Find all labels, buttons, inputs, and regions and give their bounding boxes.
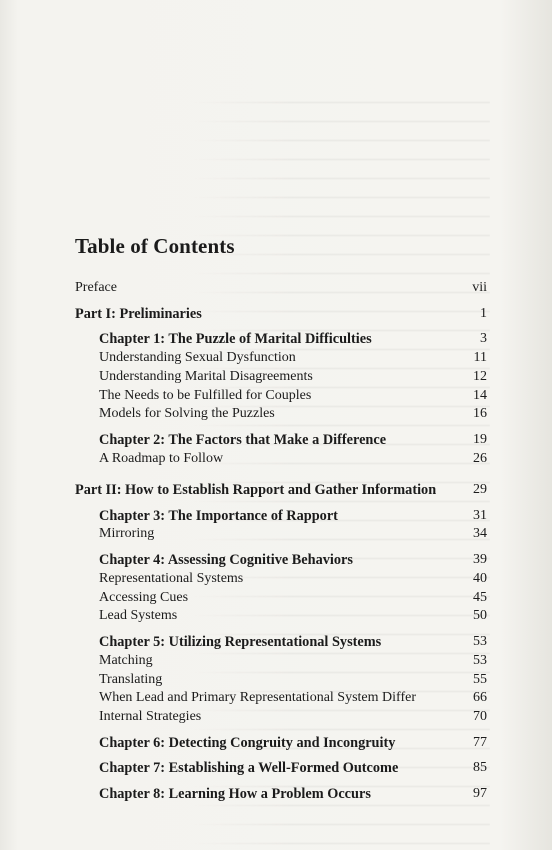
toc-label: Chapter 7: Establishing a Well-Formed Outcome [99, 760, 399, 777]
toc-entry-section [75, 368, 487, 387]
toc-entry-section [75, 405, 487, 424]
toc-label: Internal Strategies [99, 709, 202, 725]
toc-entry-chapter-8 [75, 785, 487, 804]
toc-label: Chapter 5: Utilizing Representational Systems [99, 634, 382, 651]
toc-page-number: 85 [473, 760, 487, 776]
toc-entry-section [75, 570, 487, 589]
toc-label: Understanding Marital Disagreements [99, 368, 313, 384]
toc-page-number: vii [472, 280, 487, 295]
toc-label: Chapter 3: The Importance of Rapport [99, 507, 338, 524]
toc-entry-preface [75, 279, 487, 298]
toc-entry-chapter-2 [75, 431, 487, 450]
toc-label: Chapter 2: The Factors that Make a Difference [99, 431, 387, 448]
page-title: Table of Contents [75, 234, 235, 258]
toc-page-number: 53 [473, 634, 487, 650]
toc-label: Models for Solving the Puzzles [99, 406, 275, 422]
table-of-contents [75, 279, 487, 804]
toc-page-number: 31 [473, 507, 487, 523]
toc-entry-part-1 [75, 305, 487, 324]
toc-entry-part-2 [75, 481, 487, 500]
toc-entry-chapter-6 [75, 734, 487, 753]
toc-page-number: 3 [480, 331, 487, 347]
toc-entry-section [75, 652, 487, 671]
toc-entry-section [75, 671, 487, 690]
toc-label: Chapter 8: Learning How a Problem Occurs [99, 786, 371, 802]
toc-label: Mirroring [99, 526, 155, 542]
toc-entry-chapter-1 [75, 330, 487, 349]
toc-label: Part I: Preliminaries [75, 305, 202, 322]
toc-label: The Needs to be Fulfilled for Couples [99, 387, 312, 403]
toc-page-number: 16 [473, 406, 487, 422]
toc-label: Preface [75, 280, 117, 295]
toc-label: Matching [99, 652, 153, 668]
toc-page-number: 11 [473, 349, 487, 365]
toc-page-number: 70 [473, 709, 487, 725]
toc-entry-section [75, 349, 487, 368]
toc-label: Lead Systems [99, 608, 178, 624]
toc-entry-section [75, 589, 487, 608]
toc-entry-section [75, 689, 487, 708]
toc-label: Understanding Sexual Dysfunction [99, 349, 296, 365]
toc-entry-chapter-3 [75, 507, 487, 526]
toc-page-number: 34 [473, 526, 487, 542]
toc-page-number: 19 [473, 431, 487, 447]
toc-label: Chapter 4: Assessing Cognitive Behaviors [99, 552, 353, 569]
toc-page-number: 14 [473, 387, 487, 403]
toc-entry-chapter-4 [75, 551, 487, 570]
toc-page-number: 45 [473, 589, 487, 605]
toc-page-number: 26 [473, 450, 487, 466]
toc-entry-section [75, 525, 487, 544]
toc-page-number: 1 [480, 305, 487, 321]
toc-page-number: 66 [473, 690, 487, 706]
toc-label: Chapter 6: Detecting Congruity and Incongruity [99, 734, 396, 751]
toc-label: Part II: How to Establish Rapport and Gather Information [75, 482, 437, 499]
toc-entry-chapter-7 [75, 759, 487, 778]
toc-entry-section [75, 708, 487, 727]
toc-page-number: 55 [473, 671, 487, 687]
toc-page-number: 97 [473, 786, 487, 801]
toc-label: Translating [99, 671, 163, 687]
toc-entry-section [75, 450, 487, 469]
toc-page-number: 12 [473, 368, 487, 384]
toc-entry-section [75, 607, 487, 626]
toc-entry-chapter-5 [75, 633, 487, 652]
toc-page-number: 77 [473, 734, 487, 750]
toc-label: Representational Systems [99, 570, 244, 586]
toc-entry-section [75, 387, 487, 406]
toc-label: Chapter 1: The Puzzle of Marital Difficulties [99, 331, 372, 348]
toc-page-number: 39 [473, 552, 487, 568]
toc-page-number: 50 [473, 608, 487, 624]
toc-page-number: 29 [473, 482, 487, 498]
toc-page-number: 53 [473, 652, 487, 668]
toc-label: Accessing Cues [99, 589, 189, 605]
toc-page-number: 40 [473, 570, 487, 586]
toc-label: When Lead and Primary Representational System Differ [99, 690, 416, 706]
toc-label: A Roadmap to Follow [99, 450, 224, 466]
